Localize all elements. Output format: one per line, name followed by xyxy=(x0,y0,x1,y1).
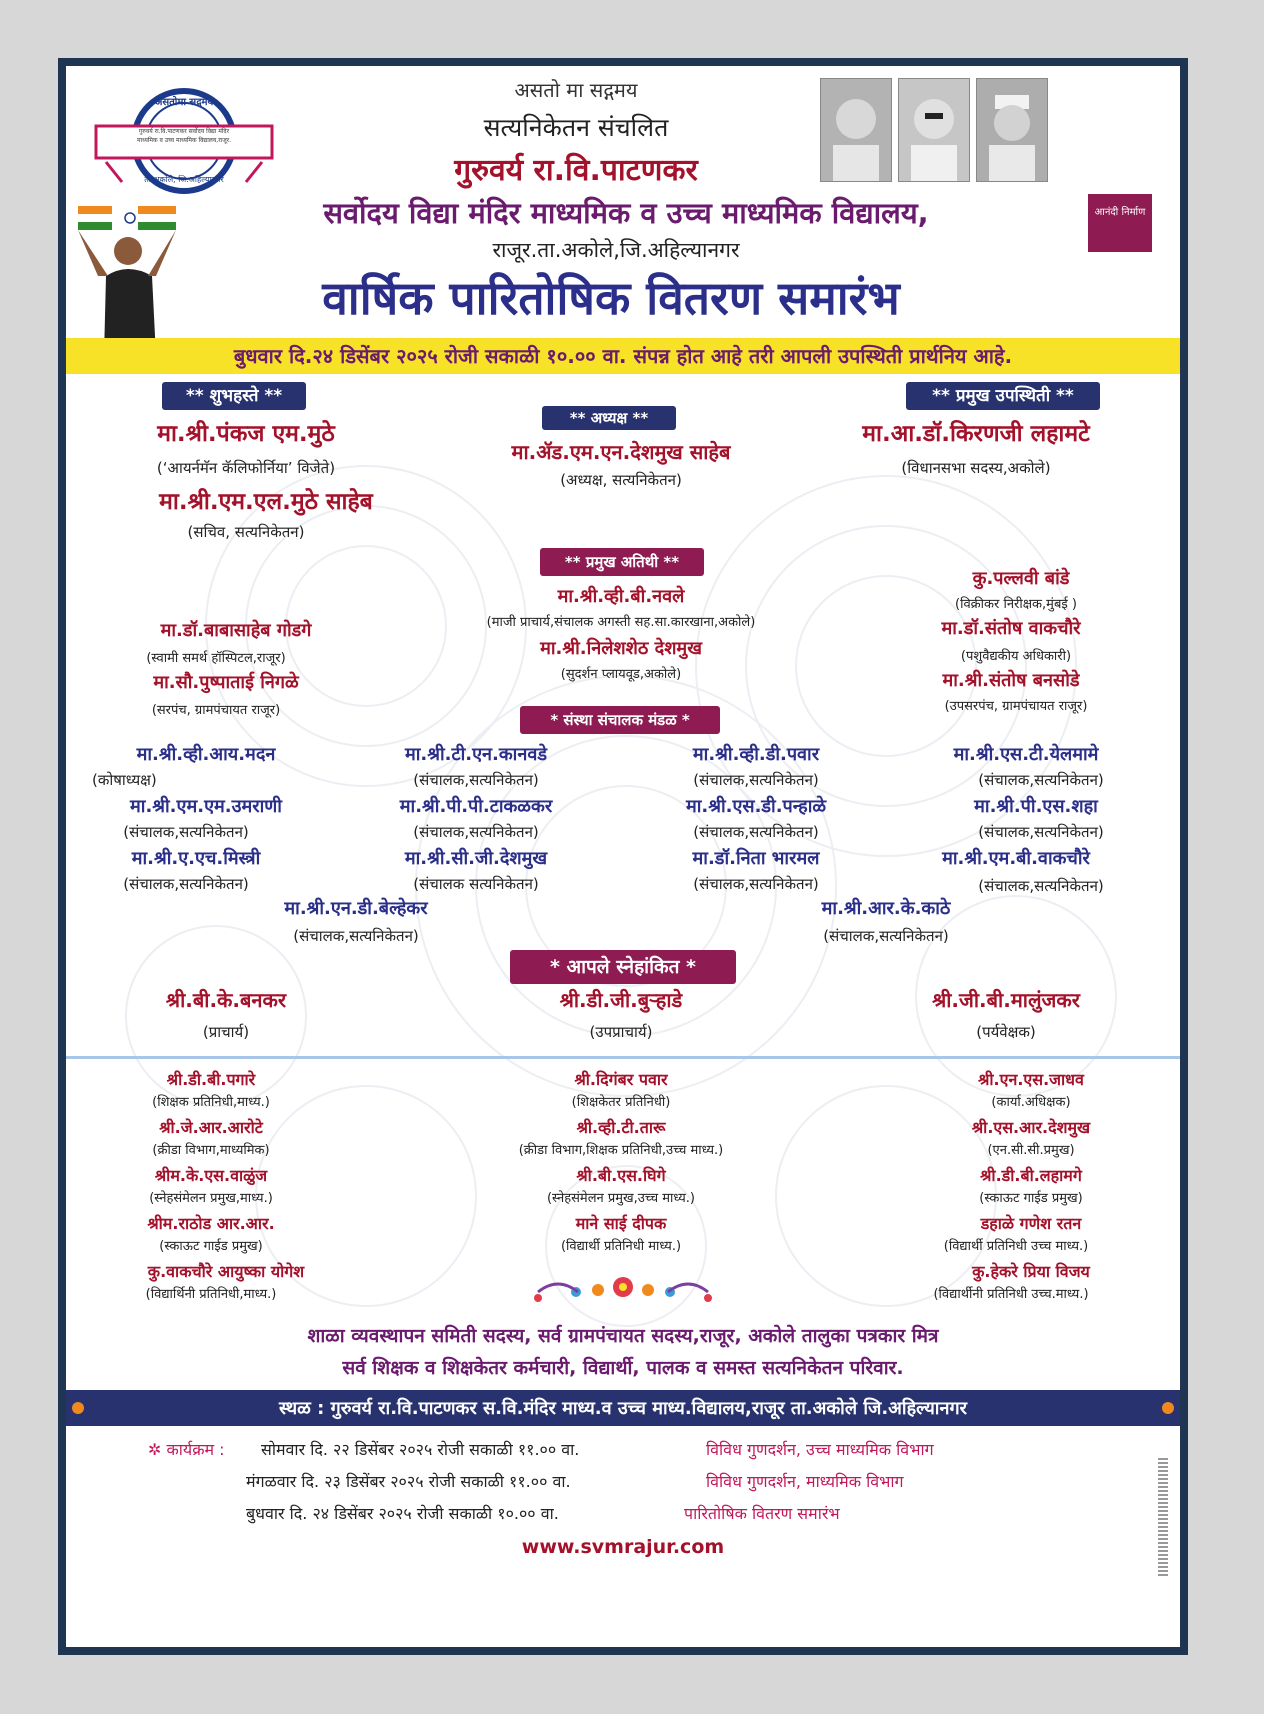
event-title: वार्षिक पारितोषिक वितरण समारंभ xyxy=(322,271,900,325)
footer-line-1: शाळा व्यवस्थापन समिती सदस्य, सर्व ग्रामपंचायत सदस्य,राजूर, अकोले तालुका पत्रकार मित्र xyxy=(307,1325,939,1347)
board-col3-role-2: (संचालक,सत्यनिकेतन) xyxy=(693,823,819,841)
staff-right-role-2: (एन.सी.सी.प्रमुख) xyxy=(987,1143,1075,1158)
staff-center-name-1: श्री.दिगंबर पवार xyxy=(574,1070,668,1089)
atithi-center-role-2: (सुदर्शन प्लायवूड,अकोले) xyxy=(560,667,682,682)
upasthiti-role: (विधानसभा सदस्य,अकोले) xyxy=(901,459,1051,477)
section-sanstha: * संस्था संचालक मंडळ * xyxy=(520,706,720,734)
board-col4-name-1: मा.श्री.एस.टी.येलमामे xyxy=(953,744,1099,765)
motto: असतो मा सद्गमय xyxy=(514,78,638,102)
atithi-center-name-2: मा.श्री.निलेशशेठ देशमुख xyxy=(540,638,702,659)
section-snehankit: * आपले स्नेहांकित * xyxy=(510,950,736,984)
staff-center-name-4: माने साई दीपक xyxy=(575,1214,667,1233)
board-col2-name-3: मा.श्री.सी.जी.देशमुख xyxy=(404,848,548,869)
program-label: ✲ कार्यक्रम : xyxy=(148,1440,225,1459)
atithi-right-name-2: मा.डॉ.संतोष वाकचौरे xyxy=(941,618,1081,639)
staff-left-role-4: (स्काऊट गाईड प्रमुख) xyxy=(159,1239,263,1254)
website-link[interactable]: www.svmrajur.com xyxy=(521,1536,725,1558)
flower-ornament-icon xyxy=(518,1262,728,1312)
snehankit-role-3: (पर्यवेक्षक) xyxy=(976,1023,1036,1041)
atithi-center-role-1: (माजी प्राचार्य,संचालक अगस्ती सह.सा.कारखाना,अकोले) xyxy=(486,615,756,630)
logo-bottom: ता.अकोले, जि.अहिल्यानगर xyxy=(144,175,224,184)
invitation-card xyxy=(58,58,1188,1655)
logo-line1: गुरुवर्य रा.वि.पाटणकर सर्वोदय विद्या मंदिर xyxy=(138,128,230,135)
board-col3-name-2: मा.श्री.एस.डी.पन्हाळे xyxy=(685,796,827,817)
board-extra-left-name: मा.श्री.एन.डी.बेल्हेकर xyxy=(284,898,428,919)
atithi-left-role-1: (स्वामी समर्थ हॉस्पिटल,राजूर) xyxy=(146,651,286,666)
venue-dot-right-icon xyxy=(1162,1402,1174,1414)
board-col1-name-3: मा.श्री.ए.एच.मिस्त्री xyxy=(131,848,261,869)
board-col2-role-3: (संचालक सत्यनिकेतन) xyxy=(413,875,539,893)
board-col1-role-1: (कोषाध्यक्ष) xyxy=(92,771,157,789)
portrait-1 xyxy=(820,78,892,182)
atithi-right-name-3: मा.श्री.संतोष बनसोडे xyxy=(942,670,1080,691)
staff-left-name-2: श्री.जे.आर.आरोटे xyxy=(159,1118,263,1137)
founder-name: गुरुवर्य रा.वि.पाटणकर xyxy=(454,153,698,188)
atithi-right-role-3: (उपसरपंच, ग्रामपंचायत राजूर) xyxy=(944,699,1088,714)
board-col3-name-1: मा.श्री.व्ही.डी.पवार xyxy=(692,744,820,765)
program-date-2: मंगळवार दि. २३ डिसेंबर २०२५ रोजी सकाळी ११.०० वा. xyxy=(246,1472,571,1491)
upasthiti-name: मा.आ.डॉ.किरणजी लहामटे xyxy=(862,421,1090,447)
board-col4-role-3: (संचालक,सत्यनिकेतन) xyxy=(978,877,1104,895)
staff-right-role-4: (विद्यार्थी प्रतिनिधी उच्च माध्य.) xyxy=(943,1239,1089,1254)
event-badge: आनंदी निर्माण xyxy=(1088,194,1152,252)
board-col2-role-1: (संचालक,सत्यनिकेतन) xyxy=(413,771,539,789)
portrait-3 xyxy=(976,78,1048,182)
atithi-left-name-1: मा.डॉ.बाबासाहेब गोडगे xyxy=(160,620,312,641)
staff-right-role-5: (विद्यार्थीनी प्रतिनिधी उच्च.माध्य.) xyxy=(933,1287,1089,1302)
managed-by: सत्यनिकेतन संचलित xyxy=(483,113,669,142)
section-pramukh-atithi: ** प्रमुख अतिथी ** xyxy=(540,548,704,576)
staff-right-role-3: (स्काऊट गाईड प्रमुख) xyxy=(979,1191,1083,1206)
board-col1-role-3: (संचालक,सत्यनिकेतन) xyxy=(123,875,249,893)
staff-left-role-3: (स्नेहसंमेलन प्रमुख,माध्य.) xyxy=(149,1191,273,1206)
staff-center-role-4: (विद्यार्थी प्रतिनिधी माध्य.) xyxy=(560,1239,682,1254)
school-name: सर्वोदय विद्या मंदिर माध्यमिक व उच्च माध्यमिक विद्यालय, xyxy=(323,196,929,230)
board-extra-right-name: मा.श्री.आर.के.काठे xyxy=(821,898,951,919)
footer-line-2: सर्व शिक्षक व शिक्षकेतर कर्मचारी, विद्यार्थी, पालक व समस्त सत्यनिकेतन परिवार. xyxy=(342,1357,904,1379)
logo-line2: माध्यमिक व उच्च माध्यमिक विद्यालय,राजूर. xyxy=(136,137,232,144)
board-col1-name-2: मा.श्री.एम.एम.उमराणी xyxy=(130,796,282,817)
print-code-strip xyxy=(1158,1458,1168,1578)
staff-right-name-2: श्री.एस.आर.देशमुख xyxy=(971,1118,1091,1137)
atithi-left-name-2: मा.सौ.पुष्पाताई निगळे xyxy=(153,672,299,693)
board-col1-name-1: मा.श्री.व्ही.आय.मदन xyxy=(136,744,276,765)
board-col4-role-1: (संचालक,सत्यनिकेतन) xyxy=(978,771,1104,789)
address: राजूर.ता.अकोले,जि.अहिल्यानगर xyxy=(492,238,740,262)
staff-center-role-3: (स्नेहसंमेलन प्रमुख,उच्च माध्य.) xyxy=(546,1191,695,1206)
board-col4-name-3: मा.श्री.एम.बी.वाकचौरे xyxy=(942,848,1090,869)
atithi-right-role-2: (पशुवैद्यकीय अधिकारी) xyxy=(960,649,1072,664)
venue-dot-left-icon xyxy=(72,1402,84,1414)
shubhaste-role-2: (सचिव, सत्यनिकेतन) xyxy=(187,523,305,541)
staff-right-name-3: श्री.डी.बी.लहामगे xyxy=(980,1166,1082,1185)
staff-left-role-5: (विद्यार्थिनी प्रतिनिधी,माध्य.) xyxy=(145,1287,277,1302)
staff-center-role-2: (क्रीडा विभाग,शिक्षक प्रतिनिधी,उच्च माध्य.) xyxy=(518,1143,724,1158)
program-event-1: विविध गुणदर्शन, उच्च माध्यमिक विभाग xyxy=(706,1440,934,1459)
venue-bar xyxy=(66,1390,1180,1426)
section-pramukh-upasthiti: ** प्रमुख उपस्थिती ** xyxy=(906,382,1100,410)
section-shubhaste: ** शुभहस्ते ** xyxy=(162,382,306,410)
board-col3-role-1: (संचालक,सत्यनिकेतन) xyxy=(693,771,819,789)
board-col2-role-2: (संचालक,सत्यनिकेतन) xyxy=(413,823,539,841)
staff-left-name-4: श्रीम.राठोड आर.आर. xyxy=(147,1214,275,1233)
staff-left-name-3: श्रीम.के.एस.वाळुंज xyxy=(154,1166,268,1185)
shubhaste-name-1: मा.श्री.पंकज एम.मुठे xyxy=(157,421,335,447)
adhyaksha-role: (अध्यक्ष, सत्यनिकेतन) xyxy=(560,471,682,489)
staff-center-role-1: (शिक्षकेतर प्रतिनिधी) xyxy=(571,1095,671,1110)
staff-left-role-1: (शिक्षक प्रतिनिधी,माध्य.) xyxy=(152,1095,270,1110)
atithi-center-name-1: मा.श्री.व्ही.बी.नवले xyxy=(557,586,685,607)
staff-left-role-2: (क्रीडा विभाग,माध्यमिक) xyxy=(152,1143,270,1158)
staff-left-name-1: श्री.डी.बी.पगारे xyxy=(166,1070,256,1089)
venue-text: स्थळ : गुरुवर्य रा.वि.पाटणकर स.वि.मंदिर माध्य.व उच्च माध्य.विद्यालय,राजूर ता.अकोले जि.अहिल्यानगर xyxy=(279,1398,967,1419)
portrait-2 xyxy=(898,78,970,182)
staff-left-name-5: कु.वाकचौरे आयुष्का योगेश xyxy=(147,1262,305,1281)
snehankit-role-2: (उपप्राचार्य) xyxy=(589,1023,653,1041)
staff-right-role-1: (कार्या.अधिक्षक) xyxy=(991,1095,1071,1110)
program-date-1: सोमवार दि. २२ डिसेंबर २०२५ रोजी सकाळी ११.०० वा. xyxy=(261,1440,580,1459)
staff-right-name-4: डहाळे गणेश रतन xyxy=(980,1214,1082,1233)
board-col2-name-1: मा.श्री.टी.एन.कानवडे xyxy=(405,744,547,765)
section-adhyaksha: ** अध्यक्ष ** xyxy=(542,406,676,430)
shubhaste-role-1: (‘आयर्नमॅन कॅलिफोर्निया’ विजेते) xyxy=(156,459,336,477)
logo-text: असतोमा सद्गमय xyxy=(154,97,214,108)
board-col4-role-2: (संचालक,सत्यनिकेतन) xyxy=(978,823,1104,841)
board-col3-name-3: मा.डॉ.निता भारमल xyxy=(692,848,820,869)
snehankit-name-1: श्री.बी.के.बनकर xyxy=(165,988,287,1012)
board-col3-role-3: (संचालक,सत्यनिकेतन) xyxy=(693,875,819,893)
atithi-right-name-1: कु.पल्लवी बांडे xyxy=(972,568,1070,589)
program-event-2: विविध गुणदर्शन, माध्यमिक विभाग xyxy=(706,1472,904,1491)
event-date-banner: बुधवार दि.२४ डिसेंबर २०२५ रोजी सकाळी १०.०० वा. संपन्न होत आहे तरी आपली उपस्थिती प्रार्थनिय आहे. xyxy=(66,338,1180,374)
staff-right-name-5: कु.हेकरे प्रिया विजय xyxy=(972,1262,1090,1281)
snehankit-name-2: श्री.डी.जी.बुऱ्हाडे xyxy=(559,988,683,1012)
adhyaksha-name: मा.ॲड.एम.एन.देशमुख साहेब xyxy=(511,440,731,464)
board-col1-role-2: (संचालक,सत्यनिकेतन) xyxy=(123,823,249,841)
snehankit-role-1: (प्राचार्य) xyxy=(202,1023,250,1041)
divider xyxy=(66,1056,1180,1059)
shubhaste-name-2: मा.श्री.एम.एल.मुठे साहेब xyxy=(159,489,373,515)
snehankit-name-3: श्री.जी.बी.मालुंजकर xyxy=(932,988,1080,1012)
program-event-3: पारितोषिक वितरण समारंभ xyxy=(684,1504,840,1523)
staff-center-name-2: श्री.व्ही.टी.तारू xyxy=(576,1118,666,1137)
staff-center-name-3: श्री.बी.एस.घिगे xyxy=(576,1166,666,1185)
staff-right-name-1: श्री.एन.एस.जाधव xyxy=(978,1070,1084,1089)
board-extra-left-role: (संचालक,सत्यनिकेतन) xyxy=(293,927,419,945)
program-date-3: बुधवार दि. २४ डिसेंबर २०२५ रोजी सकाळी १०.०० वा. xyxy=(246,1504,559,1523)
board-col2-name-2: मा.श्री.पी.पी.टाकळकर xyxy=(399,796,553,817)
athlete-photo xyxy=(68,196,188,356)
board-col4-name-2: मा.श्री.पी.एस.शहा xyxy=(974,796,1098,817)
board-extra-right-role: (संचालक,सत्यनिकेतन) xyxy=(823,927,949,945)
atithi-right-role-1: (विक्रीकर निरीक्षक,मुंबई ) xyxy=(955,597,1077,612)
atithi-left-role-2: (सरपंच, ग्रामपंचायत राजूर) xyxy=(151,703,281,718)
